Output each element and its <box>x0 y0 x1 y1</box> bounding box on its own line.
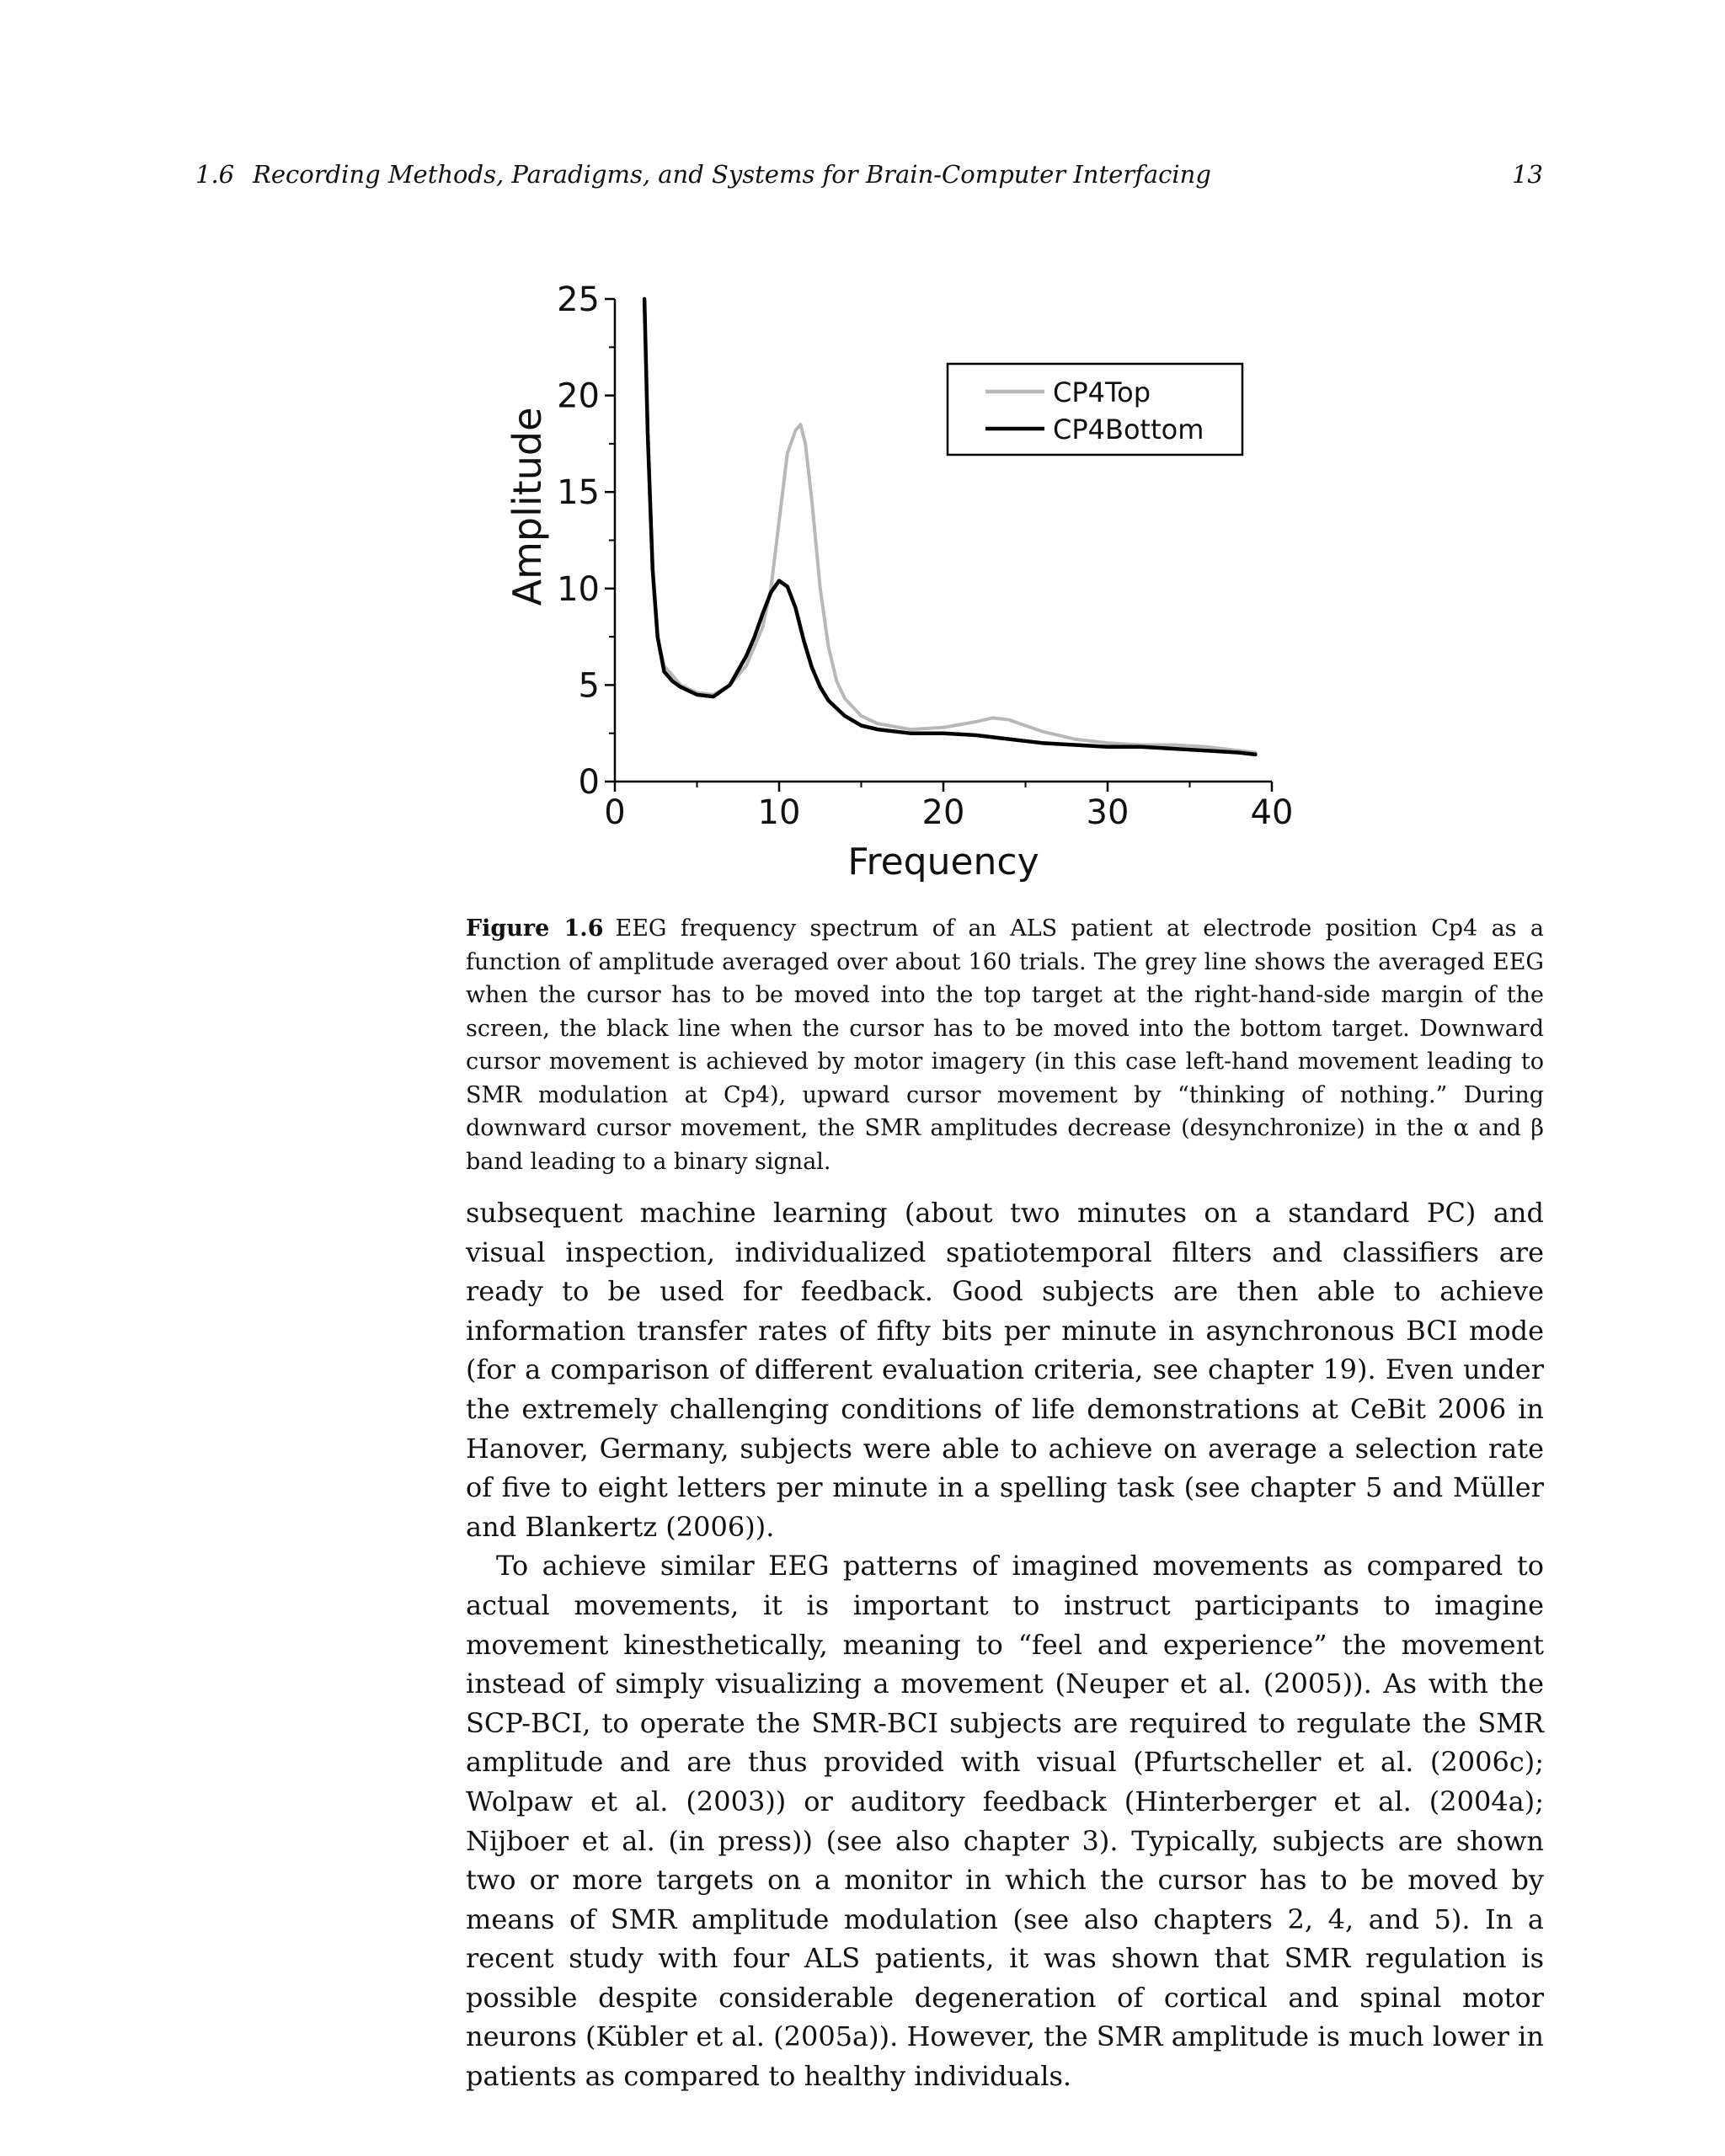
eeg-spectrum-figure <box>489 270 1314 893</box>
x-axis-label: Frequency <box>847 841 1039 883</box>
y-tick-label: 15 <box>557 473 600 513</box>
running-header <box>195 160 1543 202</box>
y-axis-label: Amplitude <box>505 407 550 606</box>
body-paragraph-2: To achieve similar EEG patterns of imagined movements as compared to actual movements, it is important to instruct participants to imagine movement kinesthetically, meaning to “feel and experience” the movement instead of simply visualizing a movement (Neuper et al. (2005)). As with the SCP-BCI, to operate the SMR-BCI subjects are required to regulate the SMR amplitude and are thus provided with visual (Pfurtscheller et al. (2006c); Wolpaw et al. (2003)) or auditory feedback (Hinterberger et al. (2004a); Nijboer et al. (in press)) (see also chapter 3). Typically, subjects are shown two or more targets on a monitor in which the cursor has to be moved by means of SMR amplitude modulation (see also chapters 2, 4, and 5). In a recent study with four ALS patients, it was shown that SMR regulation is possible despite considerable degeneration of cortical and spinal motor neurons (Kübler et al. (2005a)). However, the SMR amplitude is much lower in patients as compared to healthy individuals. <box>466 1550 1544 2093</box>
x-tick-label: 0 <box>604 793 626 832</box>
y-tick-label: 0 <box>578 763 600 802</box>
x-tick-label: 30 <box>1086 793 1130 832</box>
x-tick-label: 10 <box>757 793 801 832</box>
y-tick-label: 20 <box>557 376 600 416</box>
figure-label: Figure 1.6 <box>466 915 604 942</box>
figure-caption-text: EEG frequency spectrum of an ALS patient at electrode position Cp4 as a function of amplitude averaged over about 160 trials. The grey line shows the averaged EEG when the cursor has to be moved into the top target at the right-hand-side margin of the screen, the black line when the cursor has to be moved into the bottom target. Downward cursor movement is achieved by motor imagery (in this case left-hand movement leading to SMR modulation at Cp4), upward cursor movement by “thinking of nothing.” During downward cursor movement, the SMR amplitudes decrease (desynchronize) in the α and β band leading to a binary signal. <box>466 915 1544 1175</box>
x-tick-label: 40 <box>1250 793 1294 832</box>
y-tick-label: 25 <box>557 280 600 319</box>
x-tick-label: 20 <box>921 793 965 832</box>
y-tick-label: 10 <box>557 569 600 609</box>
page-number: 13 <box>1512 160 1543 189</box>
legend-label: CP4Top <box>1053 376 1151 408</box>
eeg-spectrum-chart <box>489 270 1314 893</box>
body-paragraph-1: subsequent machine learning (about two minutes on a standard PC) and visual inspection, individualized spatiotemporal filters and classifiers are ready to be used for feedback. Good subjects are then able to achieve information transfer rates of fifty bits per minute in asynchronous BCI mode (for a comparison of different evaluation criteria, see chapter 19). Even under the extremely challenging conditions of life demonstrations at CeBit 2006 in Hanover, Germany, subjects were able to achieve on average a selection rate of five to eight letters per minute in a spelling task (see chapter 5 and Müller and Blankertz (2006)). <box>466 1197 1544 1543</box>
y-tick-label: 5 <box>578 666 600 706</box>
header-section-number: 1.6 <box>195 160 235 189</box>
header-section-title: Recording Methods, Paradigms, and Systems for Brain-Computer Interfacing <box>253 160 1211 189</box>
figure-caption <box>466 912 1544 1178</box>
body-text <box>466 1193 1544 2096</box>
legend-label: CP4Bottom <box>1053 414 1204 446</box>
